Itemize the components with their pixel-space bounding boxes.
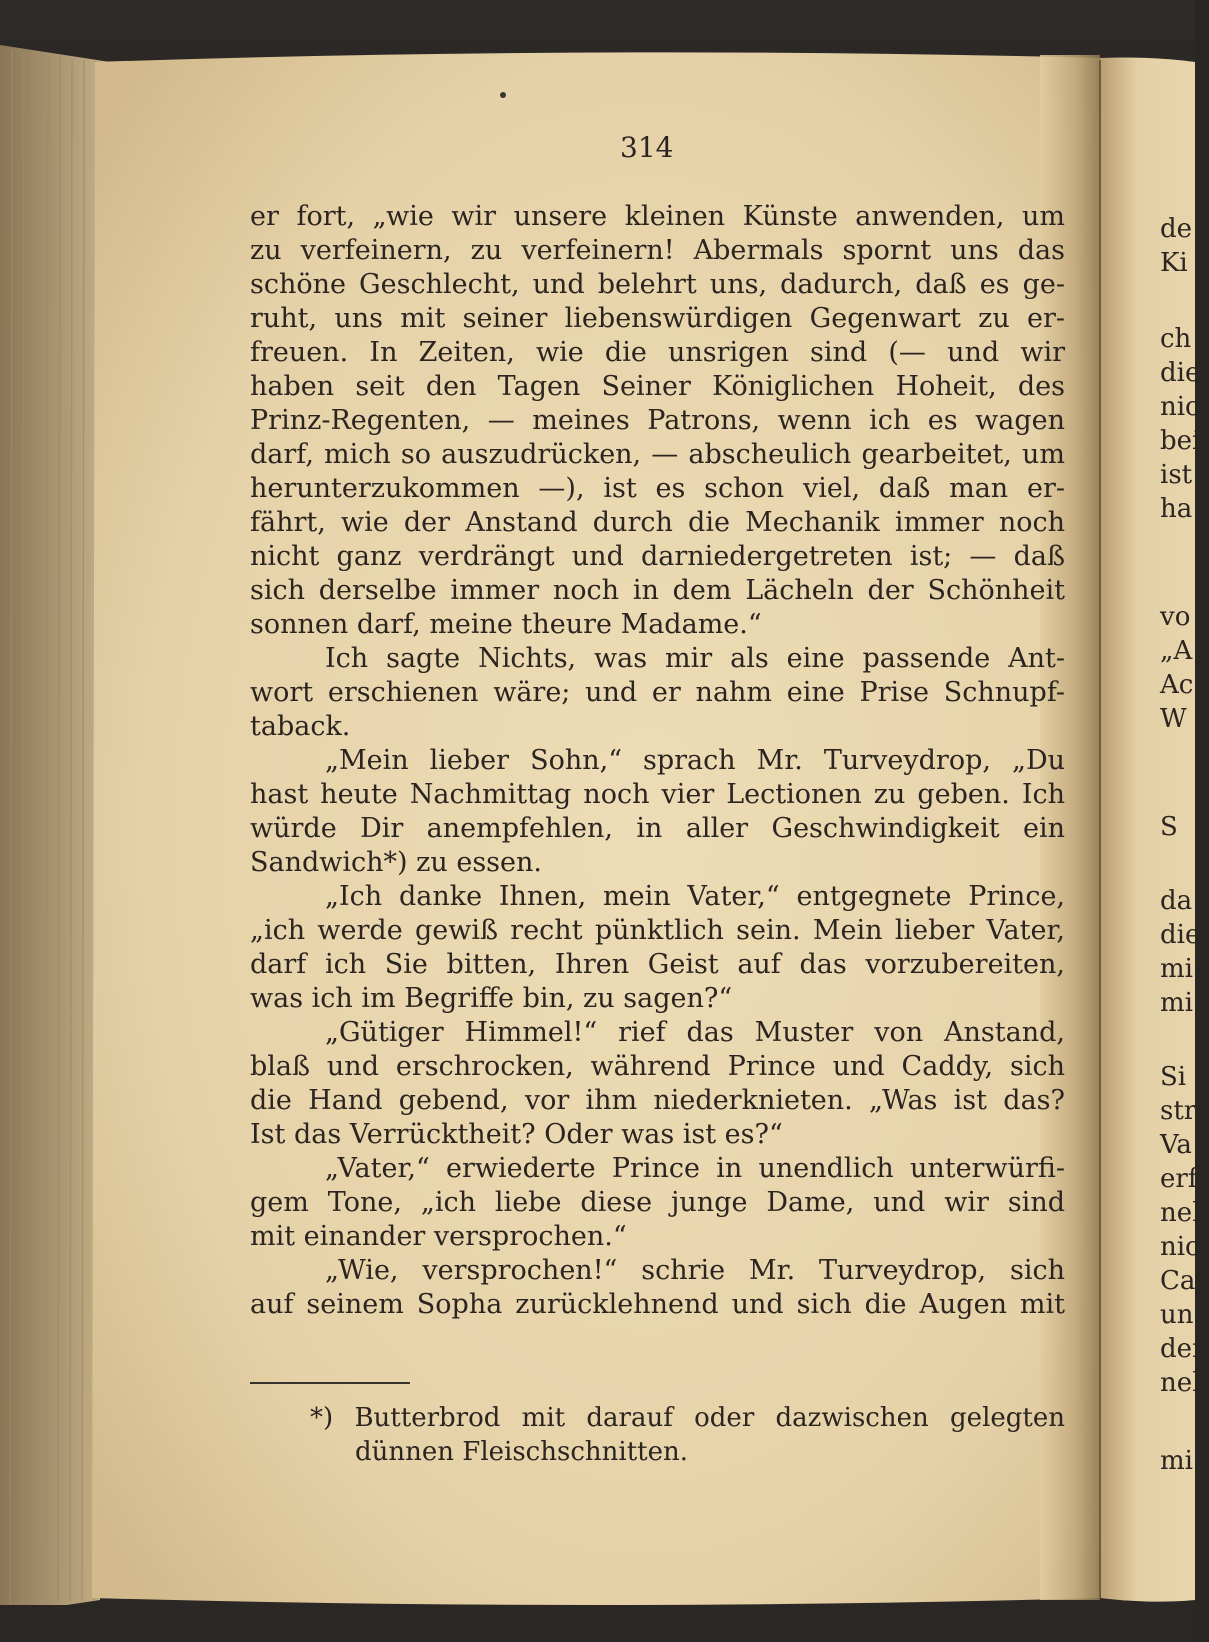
text-line: würde Dir anempfehlen, in aller Geschwindigkeit ein [250,813,1065,844]
text-line: nicht ganz verdrängt und darniedergetreten ist; — daß [250,541,1065,572]
right-page-fragment: mi [1160,988,1193,1018]
right-page-fragment: bei [1160,426,1201,456]
text-line: Ich sagte Nichts, was mir als eine passende Ant- [325,643,1065,674]
text-line: freuen. In Zeiten, wie die unsrigen sind (— und wir [250,337,1065,368]
right-page-fragment: die [1160,358,1201,388]
text-line: „Mein lieber Sohn,“ sprach Mr. Turveydrop, „Du [325,745,1065,776]
text-line: sich derselbe immer noch in dem Lächeln der Schönheit [250,575,1065,606]
right-page-fragment: S [1160,812,1178,842]
text-line: auf seinem Sopha zurücklehnend und sich die Augen mit [250,1289,1065,1320]
right-page-fragment: da [1160,886,1193,916]
text-line: zu verfeinern, zu verfeinern! Abermals spornt uns das [250,235,1065,266]
right-page-fragment: nic [1160,1232,1200,1262]
text-line: mit einander versprochen.“ [250,1221,627,1252]
right-page-fragment: mi [1160,1446,1193,1476]
right-page-fragment: vo [1160,602,1191,632]
footnote-line: dünnen Fleischschnitten. [355,1437,688,1467]
right-page-fragment: Va [1160,1130,1192,1160]
right-page-fragment: Ca [1160,1266,1196,1296]
text-line: herunterzukommen —), ist es schon viel, daß man er- [250,473,1065,504]
right-page-fragment: neh [1160,1368,1209,1398]
right-page-fragment: mi [1160,954,1193,984]
right-page-fragment: ha [1160,494,1193,524]
text-line: darf, mich so auszudrücken, — abscheulich gearbeitet, um [250,439,1065,470]
right-page-fragment: W [1160,704,1187,734]
right-page-fragment: un [1160,1300,1194,1330]
text-line: „Vater,“ erwiederte Prince in unendlich unterwürfi- [325,1153,1065,1184]
text-line: Ist das Verrücktheit? Oder was ist es?“ [250,1119,783,1150]
right-page-fragment: nic [1160,392,1200,422]
right-page-fragment: ist [1160,460,1193,490]
text-line: „Wie, versprochen!“ schrie Mr. Turveydrop, sich [325,1255,1065,1286]
right-page-fragment: Ki [1160,248,1188,278]
right-page-fragment: Ac [1160,670,1194,700]
text-line: Prinz-Regenten, — meines Patrons, wenn ich es wagen [250,405,1065,436]
right-page-fragment: de [1160,214,1193,244]
text-line: er fort, „wie wir unsere kleinen Künste anwenden, um [250,201,1065,232]
text-line: „ich werde gewiß recht pünktlich sein. Mein lieber Vater, [250,915,1065,946]
right-page-fragment: str [1160,1096,1197,1126]
text-line: schöne Geschlecht, und belehrt uns, dadurch, daß es ge- [250,269,1065,300]
text-line: „Ich danke Ihnen, mein Vater,“ entgegnete Prince, [325,881,1065,912]
text-line: taback. [250,711,351,742]
text-line: sonnen darf, meine theure Madame.“ [250,609,762,640]
text-line: wort erschienen wäre; und er nahm eine Prise Schnupf- [250,677,1065,708]
text-line: gem Tone, „ich liebe diese junge Dame, und wir sind [250,1187,1065,1218]
text-line: die Hand gebend, vor ihm niederknieten. „Was ist das? [250,1085,1065,1116]
text-line: „Gütiger Himmel!“ rief das Muster von Anstand, [325,1017,1065,1048]
text-line: hast heute Nachmittag noch vier Lectionen zu geben. Ich [250,779,1065,810]
right-page-fragment: erf [1160,1164,1198,1194]
right-page-fragment: den [1160,1334,1209,1364]
text-line: Sandwich*) zu essen. [250,847,542,878]
right-page-fragment: ch [1160,324,1192,354]
text-line: was ich im Begriffe bin, zu sagen?“ [250,983,733,1014]
right-page-fragment: neh [1160,1198,1209,1228]
text-line: darf ich Sie bitten, Ihren Geist auf das vorzubereiten, [250,949,1065,980]
text-line: fährt, wie der Anstand durch die Mechanik immer noch [250,507,1065,538]
footnote-line: *) Butterbrod mit darauf oder dazwischen gelegten [310,1403,1065,1433]
text-line: ruht, uns mit seiner liebenswürdigen Gegenwart zu er- [250,303,1065,334]
text-line: blaß und erschrocken, während Prince und Caddy, sich [250,1051,1065,1082]
right-page-fragment: die [1160,920,1201,950]
page-number: 314 [620,131,674,164]
text-line: haben seit den Tagen Seiner Königlichen Hoheit, des [250,371,1065,402]
right-page-fragment: „A [1160,636,1193,666]
footnote-rule [250,1382,410,1384]
right-page-fragment: Si [1160,1062,1187,1092]
